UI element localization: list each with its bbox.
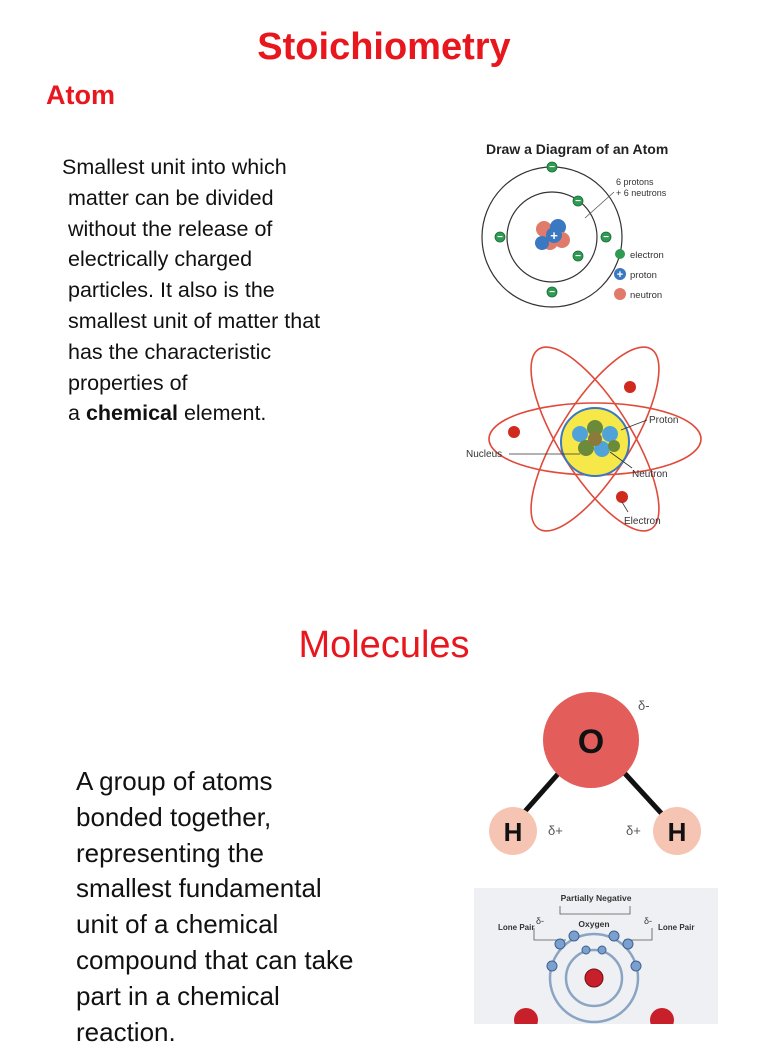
svg-text:+: +: [550, 228, 558, 243]
svg-text:−: −: [603, 232, 609, 243]
diagram1-note1: 6 protons: [616, 177, 654, 187]
molecule-definition: [74, 764, 394, 1050]
legend-electron-icon: [615, 249, 625, 259]
label-oxygen: Oxygen: [578, 919, 610, 929]
oxygen-symbol: O: [577, 723, 605, 761]
legend-neutron-icon: [614, 288, 626, 300]
atom-line-suffix: element.: [177, 401, 267, 426]
label-lone-pair-right: Lone Pair: [658, 923, 695, 932]
atom-line: matter can be divided: [68, 185, 274, 210]
hydrogen-right-symbol: H: [667, 817, 687, 847]
legend-electron: electron: [630, 250, 664, 261]
atom-line: particles. It also is the: [68, 278, 275, 303]
atom-line: has the characteristic: [68, 339, 272, 364]
diagram1-note2: + 6 neutrons: [616, 188, 667, 198]
svg-text:−: −: [549, 162, 555, 173]
svg-text:−: −: [549, 287, 555, 298]
delta-right: δ-: [644, 916, 653, 926]
svg-text:−: −: [575, 196, 581, 207]
atom-line: Smallest unit into which: [62, 155, 287, 179]
page-title: Stoichiometry: [257, 26, 511, 68]
atom-heading: Atom: [46, 80, 115, 110]
atom-definition: [60, 152, 380, 429]
delta-minus: δ-: [638, 698, 650, 713]
molecule-line: part in a chemical: [76, 980, 280, 1011]
molecule-line: bonded together,: [76, 801, 272, 832]
molecule-line: smallest fundamental: [76, 873, 322, 904]
water-orbital-diagram: [474, 888, 718, 1024]
diagram-background: [474, 888, 718, 1024]
label-neutron: Neutron: [632, 469, 668, 480]
label-nucleus: Nucleus: [466, 449, 503, 460]
atom-diagram-orbital: [462, 342, 712, 542]
delta-plus-right: δ+: [626, 823, 641, 838]
molecule-line: representing the: [76, 837, 264, 868]
molecule-line: reaction.: [76, 1016, 176, 1047]
hydrogen-left-symbol: H: [503, 817, 523, 847]
molecule-line: compound that can take: [76, 944, 354, 975]
svg-text:−: −: [497, 232, 503, 243]
atom-line-last: [60, 398, 380, 429]
molecules-heading: Molecules: [298, 624, 470, 666]
chemical-bold: chemical: [85, 401, 178, 426]
atom-line: electrically charged: [68, 247, 253, 272]
label-proton: Proton: [649, 415, 679, 426]
molecule-line: A group of atoms: [76, 766, 273, 796]
atom-line: properties of: [68, 370, 188, 395]
svg-text:+: +: [616, 269, 624, 281]
nucleus: [535, 219, 570, 250]
molecule-line: unit of a chemical: [76, 909, 279, 940]
nucleus-cluster: [561, 408, 629, 476]
water-molecule-diagram: [480, 688, 710, 860]
legend-proton: proton: [630, 270, 657, 281]
atom-line: without the release of: [68, 216, 273, 241]
label-electron: Electron: [624, 516, 661, 527]
atom-line: smallest unit of matter that: [68, 308, 321, 333]
atom-diagram-bohr: [470, 134, 710, 309]
legend-neutron: neutron: [630, 290, 663, 301]
atom-line-prefix: a: [68, 401, 86, 426]
label-lone-pair-left: Lone Pair: [498, 923, 535, 932]
diagram1-title: Draw a Diagram of an Atom: [486, 141, 669, 157]
delta-plus-left: δ+: [548, 823, 563, 838]
delta-left: δ-: [536, 916, 545, 926]
oxygen-nucleus: [585, 969, 603, 987]
svg-text:−: −: [575, 251, 581, 262]
label-partially-negative: Partially Negative: [560, 893, 632, 903]
